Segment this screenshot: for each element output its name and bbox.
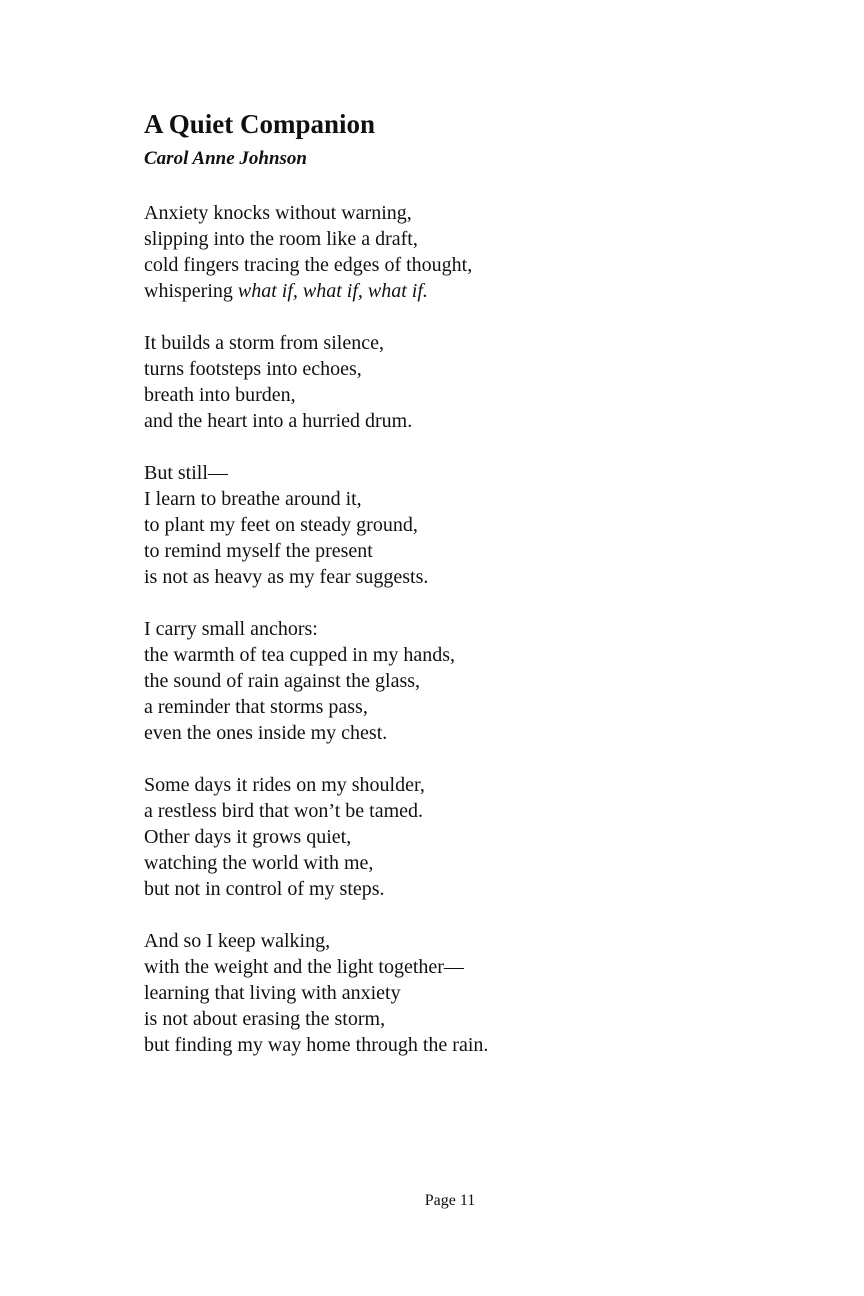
stanza-2 (144, 330, 744, 434)
poem-line: with the weight and the light together— (144, 956, 464, 978)
poem-line: turns footsteps into echoes, (144, 358, 362, 380)
poem-line: learning that living with anxiety (144, 982, 401, 1004)
poem-line: and the heart into a hurried drum. (144, 410, 413, 432)
poem-line: watching the world with me, (144, 852, 374, 874)
stanza-6 (144, 928, 744, 1058)
poem-line: Some days it rides on my shoulder, (144, 774, 425, 796)
poem-line: to plant my feet on steady ground, (144, 514, 418, 536)
poem-line: a restless bird that won’t be tamed. (144, 800, 424, 822)
poem-line: Anxiety knocks without warning, (144, 202, 412, 224)
poem-line: I learn to breathe around it, (144, 488, 362, 510)
poem-line: is not as heavy as my fear suggests. (144, 566, 429, 588)
poem-line (144, 278, 744, 304)
poem-line: a reminder that storms pass, (144, 696, 368, 718)
poem-line: And so I keep walking, (144, 930, 331, 952)
poem-line: but not in control of my steps. (144, 878, 385, 900)
poem-line: the warmth of tea cupped in my hands, (144, 644, 456, 666)
poem-title: A Quiet Companion (144, 109, 376, 139)
poem-line: is not about erasing the storm, (144, 1008, 386, 1030)
stanza-4 (144, 616, 744, 746)
poem-author: Carol Anne Johnson (144, 148, 307, 169)
poem-line: Other days it grows quiet, (144, 826, 352, 848)
poem-line-prefix: whispering (144, 280, 238, 302)
poem-line: even the ones inside my chest. (144, 722, 388, 744)
stanza-3 (144, 460, 744, 590)
page-number: Page 11 (424, 1192, 476, 1209)
poem-line-italic: what if, what if, what if. (237, 280, 428, 302)
poem-body (144, 200, 744, 1084)
poem-line: cold fingers tracing the edges of thought, (144, 254, 473, 276)
stanza-1 (144, 200, 744, 304)
poem-line: to remind myself the present (144, 540, 373, 562)
stanza-5 (144, 772, 744, 902)
poem-line: the sound of rain against the glass, (144, 670, 421, 692)
poem-line: It builds a storm from silence, (144, 332, 384, 354)
poem-line: breath into burden, (144, 384, 296, 406)
poem-line: I carry small anchors: (144, 618, 318, 640)
poem-line: slipping into the room like a draft, (144, 228, 418, 250)
poem-line: But still— (144, 462, 228, 484)
poem-line: but finding my way home through the rain. (144, 1034, 489, 1056)
